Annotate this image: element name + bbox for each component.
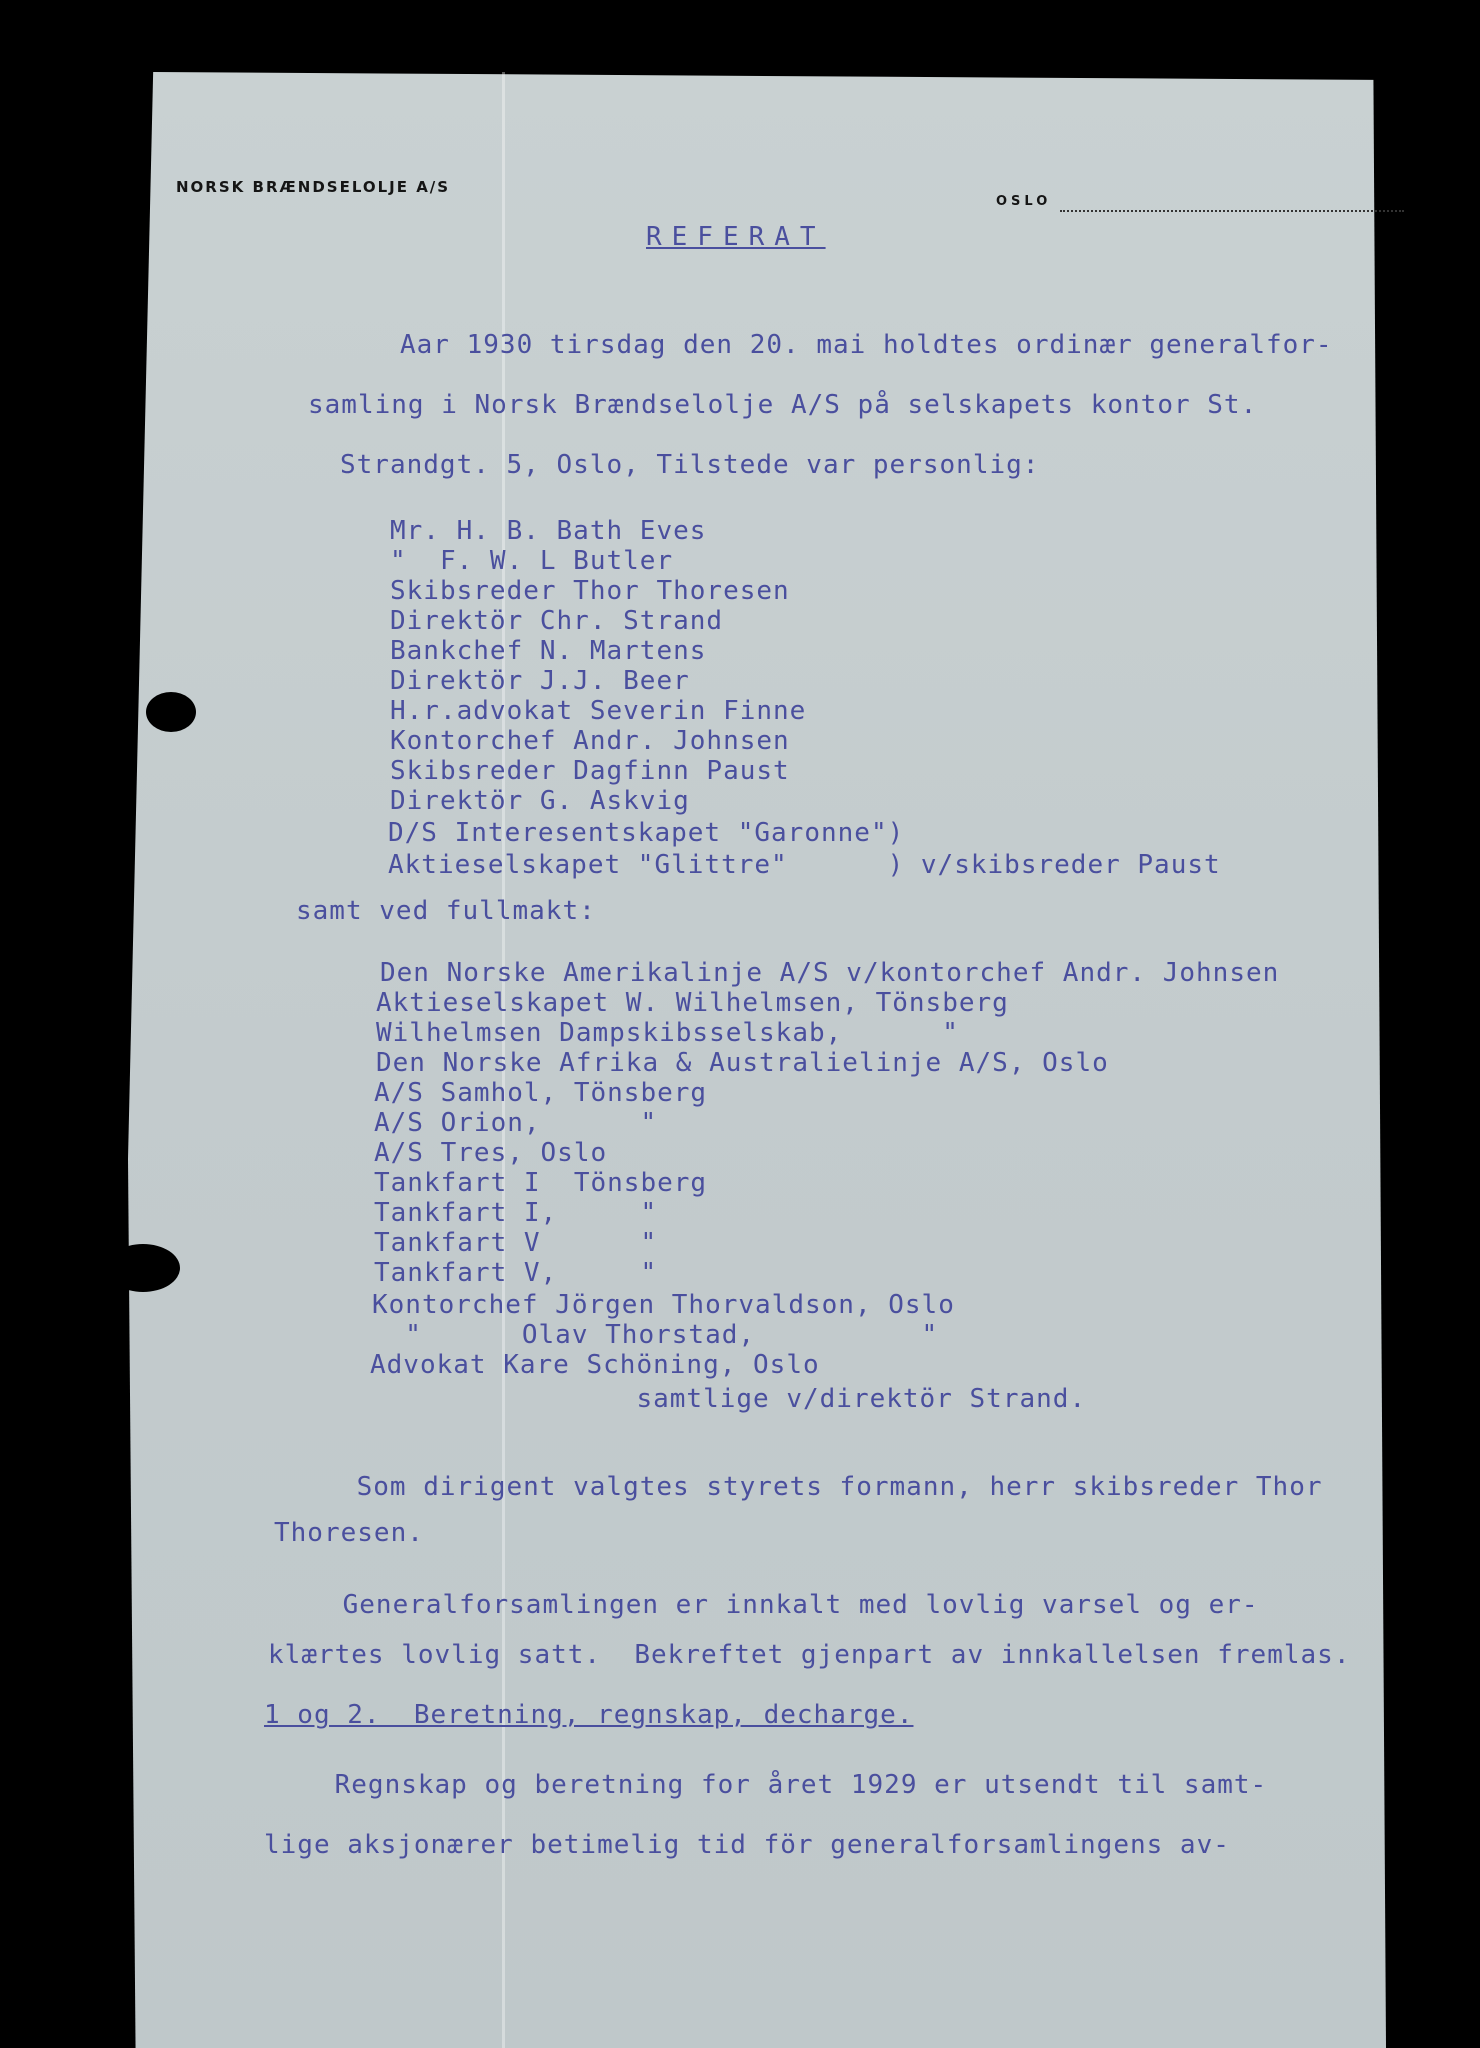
- proxy-line: Tankfart V ": [374, 1228, 658, 1258]
- proxy-intro: samt ved fullmakt:: [296, 896, 596, 926]
- proxy-line: Tankfart I Tönsberg: [374, 1168, 708, 1198]
- attendee-line: Skibsreder Dagfinn Paust: [390, 756, 790, 786]
- attendee-line: H.r.advokat Severin Finne: [390, 696, 807, 726]
- document-title: REFERAT: [646, 222, 826, 252]
- proxy-line: A/S Samhol, Tönsberg: [374, 1078, 708, 1108]
- paragraph-line: Thoresen.: [274, 1518, 424, 1548]
- attendee-line: Aktieselskapet "Glittre" ) v/skibsreder Paust: [388, 850, 1221, 880]
- attendee-line: " F. W. L Butler: [390, 546, 674, 576]
- proxy-line: Den Norske Afrika & Australielinje A/S, Oslo: [376, 1048, 1109, 1078]
- intro-line: samling i Norsk Brændselolje A/S på selskapets kontor St.: [308, 390, 1258, 420]
- agenda-heading: 1 og 2. Beretning, regnskap, decharge.: [264, 1700, 914, 1730]
- paragraph-line: Generalforsamlingen er innkalt med lovlig varsel og er-: [276, 1590, 1259, 1620]
- date-line: [1060, 210, 1404, 212]
- attendee-line: D/S Interesentskapet "Garonne"): [388, 818, 905, 848]
- intro-line: Strandgt. 5, Oslo, Tilstede var personlig:: [340, 450, 1040, 480]
- paragraph-line: Regnskap og beretning for året 1929 er utsendt til samt-: [268, 1770, 1268, 1800]
- proxy-line: Aktieselskapet W. Wilhelmsen, Tönsberg: [376, 988, 1009, 1018]
- proxy-line: Wilhelmsen Dampskibsselskab, ": [376, 1018, 959, 1048]
- paragraph-line: lige aksjonærer betimelig tid för generalforsamlingens av-: [264, 1830, 1230, 1860]
- proxy-line: Den Norske Amerikalinje A/S v/kontorchef Andr. Johnsen: [380, 958, 1280, 988]
- proxy-line: Kontorchef Jörgen Thorvaldson, Oslo: [372, 1290, 955, 1320]
- proxy-line: Advokat Kare Schöning, Oslo: [370, 1350, 820, 1380]
- attendee-line: Skibsreder Thor Thoresen: [390, 576, 790, 606]
- proxy-line: samtlige v/direktör Strand.: [370, 1384, 1087, 1414]
- paragraph-line: klærtes lovlig satt. Bekreftet gjenpart av innkallelsen fremlas.: [268, 1640, 1351, 1670]
- intro-line: Aar 1930 tirsdag den 20. mai holdtes ordinær generalfor-: [400, 330, 1333, 360]
- proxy-line: Tankfart I, ": [374, 1198, 658, 1228]
- proxy-line: " Olav Thorstad, ": [372, 1320, 939, 1350]
- attendee-line: Direktör Chr. Strand: [390, 606, 724, 636]
- punch-hole-top: [146, 692, 196, 732]
- attendee-line: Direktör G. Askvig: [390, 786, 690, 816]
- proxy-line: Tankfart V, ": [374, 1258, 658, 1288]
- city-label: OSLO: [996, 194, 1052, 209]
- attendee-line: Mr. H. B. Bath Eves: [390, 516, 707, 546]
- punch-hole-bottom: [106, 1244, 180, 1292]
- proxy-line: A/S Orion, ": [374, 1108, 658, 1138]
- attendee-line: Bankchef N. Martens: [390, 636, 707, 666]
- proxy-line: A/S Tres, Oslo: [374, 1138, 608, 1168]
- paragraph-line: Som dirigent valgtes styrets formann, herr skibsreder Thor: [290, 1472, 1323, 1502]
- letterhead-city: [996, 194, 1406, 216]
- attendee-line: Direktör J.J. Beer: [390, 666, 690, 696]
- letterhead-company: NORSK BRÆNDSELOLJE A/S: [176, 178, 451, 196]
- attendee-line: Kontorchef Andr. Johnsen: [390, 726, 790, 756]
